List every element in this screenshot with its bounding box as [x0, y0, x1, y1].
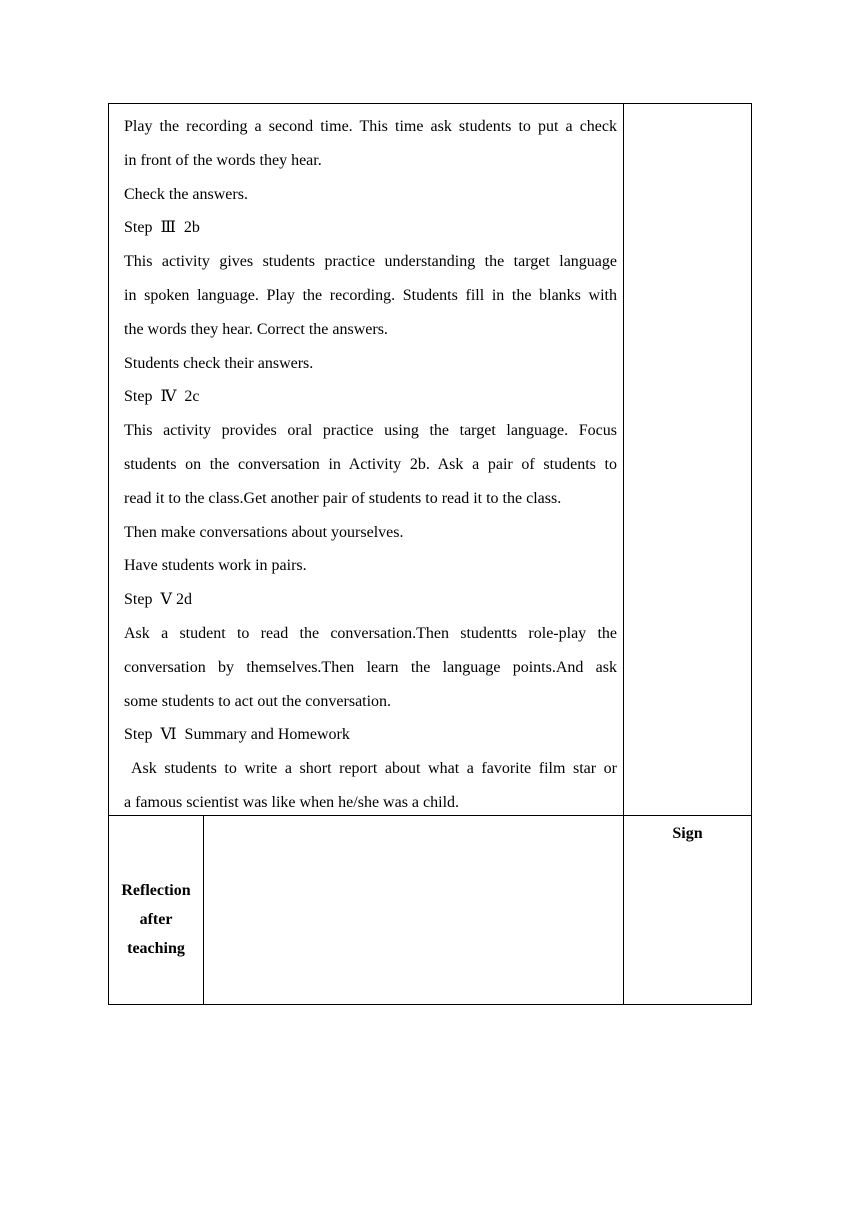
step-heading: Step Ⅵ Summary and Homework — [124, 726, 350, 744]
procedure-line: read it to the class.Get another pair of students to read it to the class. — [124, 489, 562, 507]
procedure-line: Play the recording a second time. This time ask students to put a check — [124, 118, 617, 135]
sign-cell — [624, 816, 751, 1004]
reflection-label-cell — [109, 816, 204, 1004]
procedure-line: Ask a student to read the conversation.Then studentts role-play the — [124, 624, 617, 642]
reflection-content-cell — [204, 816, 624, 1004]
procedure-line: Students check their answers. — [124, 354, 314, 372]
procedure-line: This activity provides oral practice using the target language. Focus — [124, 422, 617, 440]
procedure-line: in spoken language. Play the recording. Students fill in the blanks with — [124, 286, 617, 304]
reflection-label — [121, 876, 190, 963]
lesson-plan-table — [108, 103, 752, 1005]
procedure-line: conversation by themselves.Then learn the language points.And ask — [124, 658, 617, 676]
procedure-line: Then make conversations about yourselves. — [124, 523, 404, 541]
procedure-line: Ask students to write a short report about what a favorite film star or — [131, 760, 617, 778]
procedure-line: Have students work in pairs. — [124, 557, 307, 575]
step-heading: Step Ⅳ 2c — [124, 388, 200, 406]
procedure-line: the words they hear. Correct the answers. — [124, 320, 388, 338]
procedure-line: Check the answers. — [124, 185, 248, 203]
teaching-procedure-cell — [109, 104, 624, 816]
procedure-line: in front of the words they hear. — [124, 151, 322, 169]
procedure-line: some students to act out the conversation. — [124, 692, 392, 710]
step-heading: Step Ⅲ 2b — [124, 219, 200, 237]
notes-cell — [624, 104, 751, 816]
step-heading: Step Ⅴ 2d — [124, 591, 192, 609]
procedure-line: a famous scientist was like when he/she was a child. — [124, 793, 460, 811]
procedure-line: students on the conversation in Activity 2b. Ask a pair of students to — [124, 455, 617, 473]
procedure-line: This activity gives students practice understanding the target language — [124, 253, 617, 271]
reflection-label-line: Reflection — [121, 881, 191, 899]
reflection-label-line: teaching — [127, 939, 185, 957]
sign-label: Sign — [672, 825, 703, 842]
reflection-label-line: after — [139, 910, 173, 928]
